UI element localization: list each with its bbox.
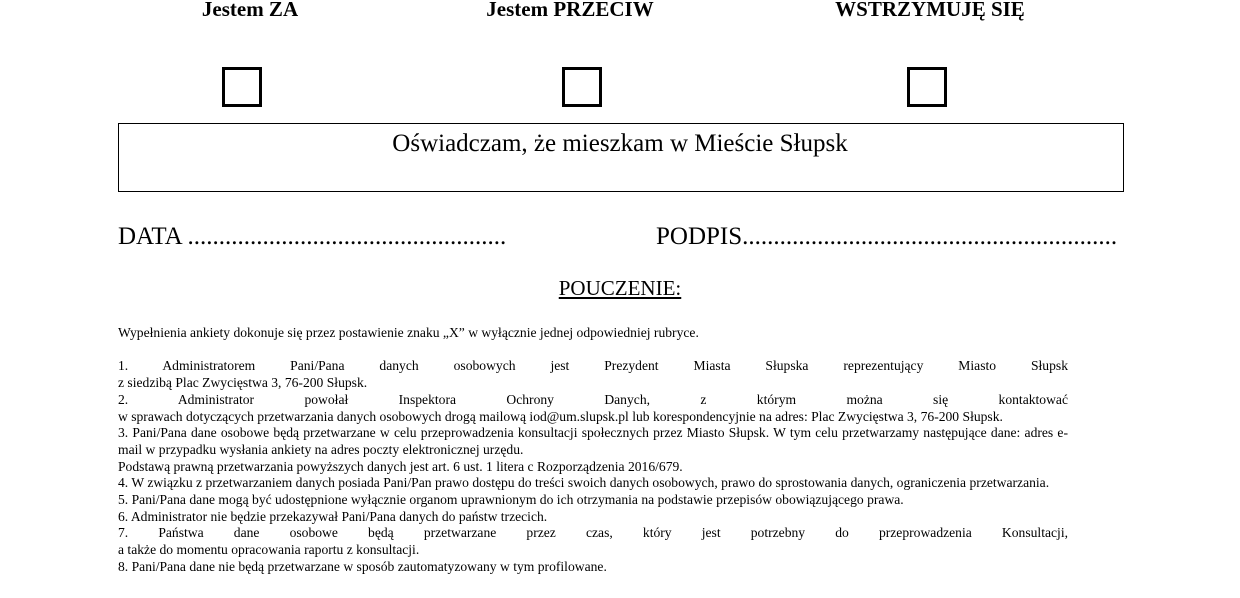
- notice-item-3: 3. Pani/Pana dane osobowe będą przetwarzane w celu przeprowadzenia konsultacji społecznych przez Miasto Słupsk. W tym celu przetwarzamy następujące dane: adres e-mail w przypadku wysłania ankiety na adres poczty elektronicznej urzędu.: [118, 425, 1068, 457]
- vote-abstain-label: WSTRZYMUJĘ SIĘ: [835, 0, 1025, 21]
- notice-item-4: 4. W związku z przetwarzaniem danych posiada Pani/Pan prawo dostępu do treści swoich danych osobowych, prawo do sprostowania danych, ograniczenia przetwarzania.: [118, 475, 1050, 491]
- notice-item-5: 5. Pani/Pana dane mogą być udostępnione wyłącznie organom uprawnionym do ich otrzymania na podstawie przepisów obowiązującego prawa.: [118, 492, 904, 508]
- declaration-text: Oświadczam, że mieszkam w Mieście Słupsk: [392, 130, 848, 157]
- date-field[interactable]: DATA ...................................................: [118, 223, 507, 250]
- vote-abstain-checkbox[interactable]: [907, 67, 947, 107]
- notice-item-2: 2. Administrator powołał Inspektora Ochrony Danych, z którym można się kontaktować: [118, 391, 1068, 407]
- vote-against-checkbox[interactable]: [562, 67, 602, 107]
- notice-body: [118, 325, 1068, 576]
- notice-intro: Wypełnienia ankiety dokonuje się przez postawienie znaku „X” w wyłącznie jednej odpowiedniej rubryce.: [118, 325, 699, 340]
- paragraph-gap: [118, 342, 1068, 359]
- vote-against-label: Jestem PRZECIW: [486, 0, 654, 21]
- notice-item-1-cont: z siedzibą Plac Zwycięstwa 3, 76-200 Słupsk.: [118, 375, 368, 391]
- notice-title-text: POUCZENIE:: [558, 276, 682, 300]
- vote-for-label: Jestem ZA: [201, 0, 299, 21]
- notice-item-3-basis: Podstawą prawną przetwarzania powyższych danych jest art. 6 ust. 1 litera c Rozporządzenia 2016/679.: [118, 458, 683, 474]
- notice-item-1: 1. Administratorem Pani/Pana danych osobowych jest Prezydent Miasta Słupska reprezentujący Miasto Słupsk: [118, 358, 1068, 374]
- vote-for-checkbox[interactable]: [222, 67, 262, 107]
- notice-title: [0, 275, 1240, 301]
- notice-item-8: 8. Pani/Pana dane nie będą przetwarzane w sposób zautomatyzowany w tym profilowane.: [118, 558, 607, 574]
- notice-item-6: 6. Administrator nie będzie przekazywał Pani/Pana danych do państw trzecich.: [118, 508, 548, 524]
- notice-item-7: 7. Państwa dane osobowe będą przetwarzane przez czas, który jest potrzebny do przeprowadzenia Konsultacji,: [118, 525, 1068, 541]
- notice-item-7-cont: a także do momentu opracowania raportu z konsultacji.: [118, 542, 420, 558]
- signature-field[interactable]: PODPIS............................................................: [656, 223, 1118, 250]
- notice-item-2-cont: w sprawach dotyczących przetwarzania danych osobowych drogą mailową iod@um.slupsk.pl lub korespondencyjnie na adres: Plac Zwycięstwa 3, 76-200 Słupsk.: [118, 408, 1003, 424]
